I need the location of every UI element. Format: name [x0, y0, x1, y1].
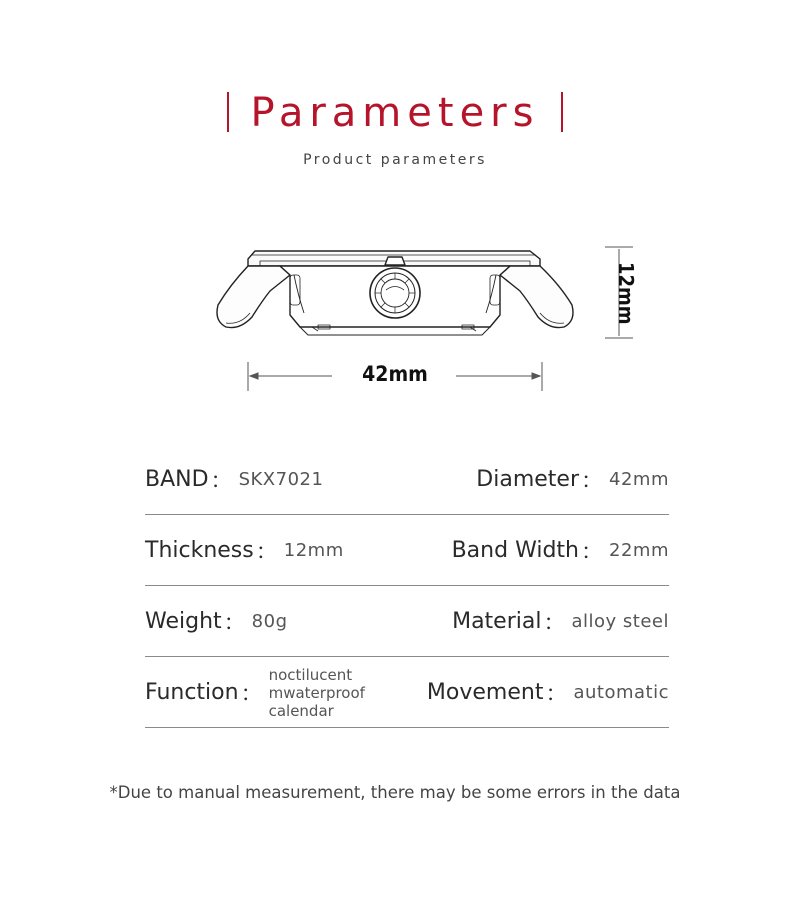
spec-weight — [145, 587, 288, 656]
spec-colon: ： — [581, 469, 604, 494]
spec-value: automatic — [573, 682, 669, 703]
title-text: Parameters — [250, 90, 540, 136]
spec-key: Thickness — [145, 538, 254, 563]
spec-material — [452, 587, 669, 656]
spec-value-line: mwaterproof — [268, 683, 365, 702]
spec-colon: ： — [240, 682, 263, 707]
diameter-dimension-label: 42mm — [362, 362, 428, 386]
spec-row — [145, 587, 669, 657]
spec-value-list — [269, 666, 365, 720]
thickness-dimension-label: 12mm — [614, 262, 638, 325]
header — [0, 90, 790, 136]
spec-colon: ： — [210, 469, 233, 494]
page-title — [227, 90, 564, 136]
spec-band-width — [452, 516, 669, 585]
spec-diameter — [476, 445, 669, 514]
spec-row — [145, 516, 669, 586]
spec-key: Band Width — [451, 538, 579, 563]
title-bar-left — [227, 92, 229, 132]
spec-movement — [427, 658, 669, 727]
spec-function — [145, 658, 365, 727]
spec-colon: ： — [255, 540, 278, 565]
spec-key: Diameter — [476, 467, 579, 492]
spec-colon: ： — [223, 611, 246, 636]
spec-value: alloy steel — [571, 611, 669, 632]
spec-value-line: noctilucent — [268, 665, 353, 684]
spec-colon: ： — [581, 540, 604, 565]
spec-key: Movement — [426, 680, 544, 705]
spec-key: Function — [145, 680, 239, 705]
spec-key: Weight — [145, 609, 222, 634]
spec-row — [145, 658, 669, 728]
spec-colon: ： — [545, 682, 568, 707]
spec-colon: ： — [543, 611, 566, 636]
spec-thickness — [145, 516, 344, 585]
spec-value-line: calendar — [268, 701, 334, 720]
spec-value: 42mm — [609, 469, 669, 490]
spec-value: SKX7021 — [238, 469, 324, 490]
page-subtitle: Product parameters — [303, 152, 487, 168]
spec-table — [145, 445, 669, 728]
spec-key: Material — [452, 609, 542, 634]
spec-value: 80g — [251, 611, 288, 632]
title-bar-right — [561, 92, 563, 132]
spec-value: 12mm — [283, 540, 344, 561]
spec-value: 22mm — [609, 540, 669, 561]
footnote: *Due to manual measurement, there may be some errors in the data — [109, 783, 681, 802]
spec-row — [145, 445, 669, 515]
spec-band — [145, 445, 323, 514]
spec-key: BAND — [145, 467, 209, 492]
